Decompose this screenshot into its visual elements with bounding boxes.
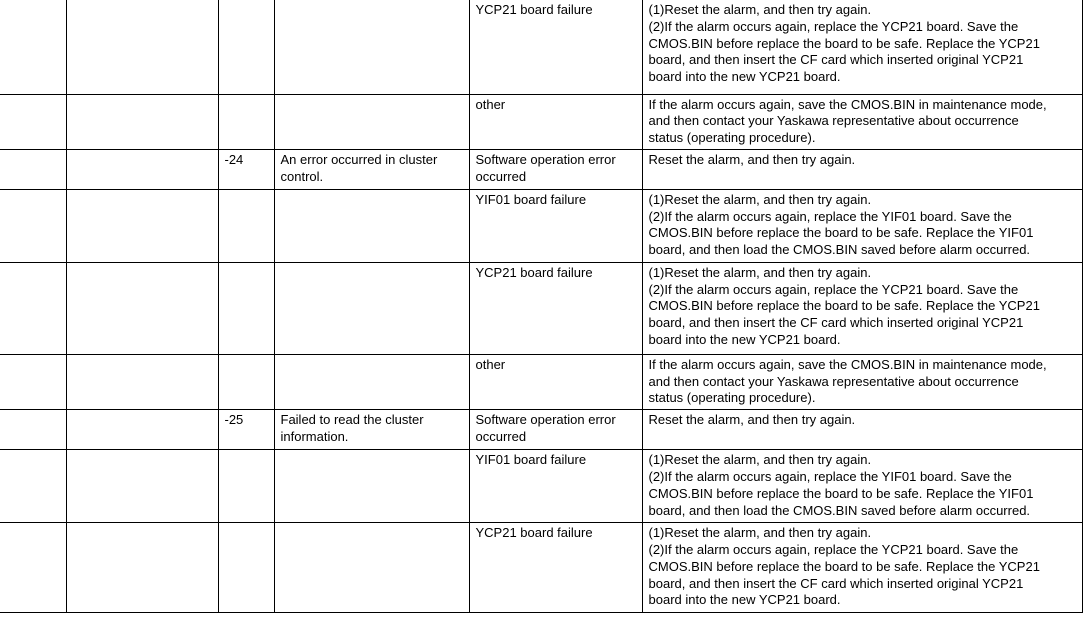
sub-code-description-cell — [274, 94, 469, 149]
cause-text: YCP21 board failure — [475, 264, 593, 280]
sub-code-cell — [218, 149, 274, 189]
main-code-cell — [0, 354, 66, 409]
sub-code-cell — [218, 189, 274, 262]
main-code-cell — [0, 410, 66, 450]
sub-code-cell — [218, 0, 274, 94]
main-code-cell — [0, 523, 66, 613]
sub-code-description-cell — [274, 149, 469, 189]
remedy-line: CMOS.BIN before replace the board to be safe. Replace the YIF01 — [648, 225, 1034, 241]
remedy-line: (2)If the alarm occurs again, replace the YIF01 board. Save the — [648, 469, 1012, 485]
sub-code-description-cell — [274, 410, 469, 450]
sub-code-cell — [218, 410, 274, 450]
sub-code-description-cell — [274, 189, 469, 262]
sub-code-description-cell — [274, 0, 469, 94]
remedy-line: (1)Reset the alarm, and then try again. — [648, 525, 872, 541]
alarm-name-cell — [66, 262, 218, 354]
remedy-cell — [642, 410, 1082, 450]
table-row — [0, 94, 1082, 149]
alarm-name-cell — [66, 94, 218, 149]
alarm-name-cell — [66, 0, 218, 94]
remedy-cell — [642, 189, 1082, 262]
sub-code-description-line: information. — [280, 429, 349, 445]
cause-text: YIF01 board failure — [475, 452, 587, 468]
remedy-line: status (operating procedure). — [648, 390, 816, 406]
main-code-cell — [0, 149, 66, 189]
sub-code-cell — [218, 262, 274, 354]
remedy-line: board into the new YCP21 board. — [648, 592, 841, 608]
remedy-line: board into the new YCP21 board. — [648, 332, 841, 348]
main-code-cell — [0, 262, 66, 354]
remedy-line: board, and then insert the CF card which inserted original YCP21 — [648, 52, 1024, 68]
alarm-name-cell — [66, 450, 218, 523]
table-row — [0, 262, 1082, 354]
remedy-line: If the alarm occurs again, save the CMOS.BIN in maintenance mode, — [648, 356, 1047, 372]
sub-code-text: -24 — [224, 151, 244, 167]
main-code-cell — [0, 450, 66, 523]
sub-code-description-line: control. — [280, 168, 324, 184]
remedy-cell — [642, 523, 1082, 613]
remedy-line: (1)Reset the alarm, and then try again. — [648, 264, 872, 280]
cause-cell — [469, 94, 642, 149]
sub-code-description-cell — [274, 523, 469, 613]
main-code-cell — [0, 189, 66, 262]
remedy-line: and then contact your Yaskawa representative about occurrence — [648, 113, 1019, 129]
cause-cell — [469, 450, 642, 523]
remedy-line: status (operating procedure). — [648, 130, 816, 146]
cause-line: Software operation error — [475, 151, 616, 167]
remedy-cell — [642, 94, 1082, 149]
sub-code-description-cell — [274, 354, 469, 409]
cause-text: YCP21 board failure — [475, 525, 593, 541]
alarm-name-cell — [66, 354, 218, 409]
sub-code-cell — [218, 94, 274, 149]
remedy-line: board, and then insert the CF card which inserted original YCP21 — [648, 315, 1024, 331]
table-row — [0, 523, 1082, 613]
remedy-line: board, and then insert the CF card which inserted original YCP21 — [648, 575, 1024, 591]
sub-code-description-line: Failed to read the cluster — [280, 412, 424, 428]
remedy-cell — [642, 149, 1082, 189]
table-row — [0, 450, 1082, 523]
cause-cell — [469, 149, 642, 189]
alarm-name-cell — [66, 189, 218, 262]
remedy-line: board, and then load the CMOS.BIN saved before alarm occurred. — [648, 502, 1031, 518]
main-code-cell — [0, 94, 66, 149]
sub-code-cell — [218, 523, 274, 613]
remedy-line: Reset the alarm, and then try again. — [648, 412, 856, 428]
alarm-name-cell — [66, 523, 218, 613]
table-row — [0, 0, 1082, 94]
remedy-line: CMOS.BIN before replace the board to be safe. Replace the YIF01 — [648, 485, 1034, 501]
remedy-line: (2)If the alarm occurs again, replace the YCP21 board. Save the — [648, 18, 1019, 34]
remedy-line: (2)If the alarm occurs again, replace the YIF01 board. Save the — [648, 208, 1012, 224]
remedy-line: If the alarm occurs again, save the CMOS.BIN in maintenance mode, — [648, 96, 1047, 112]
remedy-cell — [642, 262, 1082, 354]
remedy-line: CMOS.BIN before replace the board to be safe. Replace the YCP21 — [648, 298, 1040, 314]
remedy-cell — [642, 354, 1082, 409]
cause-cell — [469, 189, 642, 262]
remedy-line: (1)Reset the alarm, and then try again. — [648, 2, 872, 17]
cause-cell — [469, 0, 642, 94]
main-code-cell — [0, 0, 66, 94]
sub-code-cell — [218, 354, 274, 409]
table-row — [0, 354, 1082, 409]
sub-code-description-cell — [274, 262, 469, 354]
cause-text: other — [475, 356, 506, 372]
remedy-cell — [642, 0, 1082, 94]
remedy-line: board, and then load the CMOS.BIN saved before alarm occurred. — [648, 242, 1031, 258]
table-row — [0, 410, 1082, 450]
cause-cell — [469, 410, 642, 450]
alarm-name-cell — [66, 410, 218, 450]
cause-text: YCP21 board failure — [475, 2, 593, 17]
cause-line: occurred — [475, 168, 527, 184]
sub-code-cell — [218, 450, 274, 523]
remedy-line: and then contact your Yaskawa representative about occurrence — [648, 373, 1019, 389]
remedy-line: Reset the alarm, and then try again. — [648, 151, 856, 167]
remedy-line: (1)Reset the alarm, and then try again. — [648, 452, 872, 468]
cause-line: Software operation error — [475, 412, 616, 428]
cause-text: other — [475, 96, 506, 112]
remedy-line: CMOS.BIN before replace the board to be safe. Replace the YCP21 — [648, 558, 1040, 574]
remedy-line: (2)If the alarm occurs again, replace the YCP21 board. Save the — [648, 281, 1019, 297]
sub-code-description-cell — [274, 450, 469, 523]
sub-code-text: -25 — [224, 412, 244, 428]
cause-text: YIF01 board failure — [475, 191, 587, 207]
cause-cell — [469, 354, 642, 409]
remedy-cell — [642, 450, 1082, 523]
remedy-line: board into the new YCP21 board. — [648, 69, 841, 85]
remedy-line: (1)Reset the alarm, and then try again. — [648, 191, 872, 207]
alarm-name-cell — [66, 149, 218, 189]
sub-code-description-line: An error occurred in cluster — [280, 151, 438, 167]
table-row — [0, 149, 1082, 189]
cause-line: occurred — [475, 429, 527, 445]
cause-cell — [469, 262, 642, 354]
table-row — [0, 189, 1082, 262]
remedy-line: (2)If the alarm occurs again, replace the YCP21 board. Save the — [648, 542, 1019, 558]
cause-cell — [469, 523, 642, 613]
remedy-line: CMOS.BIN before replace the board to be safe. Replace the YCP21 — [648, 35, 1040, 51]
